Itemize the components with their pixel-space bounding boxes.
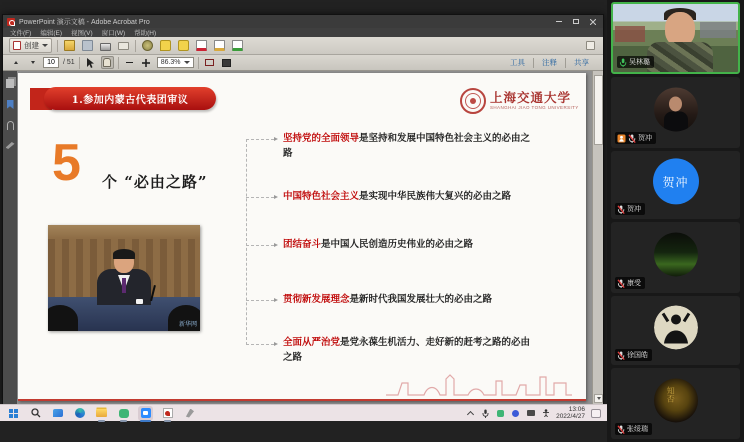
connector-line [246, 344, 274, 345]
bullet-rest: 是实现中华民族伟大复兴的必由之路 [359, 191, 512, 202]
right-tab-strip [502, 57, 597, 68]
video-background [700, 22, 736, 38]
xi-meeting-photo [48, 225, 200, 331]
menu-help[interactable]: 帮助(H) [134, 30, 157, 37]
microphone-icon [482, 409, 489, 418]
settings-button[interactable] [141, 39, 154, 52]
mic-muted-icon [617, 279, 625, 288]
participant-name-label [615, 423, 652, 435]
attachments-icon[interactable] [7, 121, 14, 130]
avatar [654, 232, 698, 276]
system-tray [466, 406, 601, 421]
meeting-app-icon [141, 408, 151, 418]
menu-file[interactable]: 文件(F) [10, 30, 32, 37]
tray-accessibility[interactable] [541, 409, 550, 418]
clock-date: 2022/4/27 [556, 413, 585, 420]
photo-ceiling [48, 225, 200, 239]
participant-name-label [617, 56, 654, 68]
bullet-lead: 坚持党的全面领导 [283, 133, 360, 144]
printer-icon [100, 43, 111, 51]
minimize-button[interactable] [552, 17, 565, 26]
arrow-up-icon [14, 61, 18, 64]
widgets-icon [53, 409, 63, 417]
menu-bar [3, 28, 603, 37]
hand-tool-button[interactable] [101, 56, 114, 69]
bullet-rest: 是坚持和发展中国特色社会主义的必由之路 [283, 133, 531, 159]
bullet-item-3 [283, 238, 539, 253]
participant-name: 张绥瑞 [627, 426, 648, 433]
tray-app-dark[interactable] [526, 409, 535, 418]
minus-icon [126, 62, 133, 64]
avatar [654, 87, 698, 131]
participant-name-label [615, 277, 645, 289]
title-bar[interactable] [3, 15, 603, 28]
avatar-calligraphy: 知否 [666, 385, 676, 402]
pencil-icon [586, 41, 595, 50]
chevron-down-icon [42, 44, 48, 47]
arrow-down-icon [597, 397, 601, 400]
participant-name-label [615, 349, 652, 361]
participant-video-tile[interactable] [611, 296, 740, 365]
big-number: 5 [52, 134, 81, 192]
tray-microphone[interactable] [481, 409, 490, 418]
zoom-level-value: 86.3% [160, 59, 181, 66]
select-tool-button[interactable] [84, 56, 97, 69]
acrobat-icon [7, 18, 15, 26]
page-thumbnails-icon[interactable] [6, 79, 14, 88]
participant-name-label [615, 132, 656, 144]
signature-icon[interactable] [6, 142, 15, 149]
person-icon [542, 409, 550, 417]
participants-sidebar [607, 0, 744, 442]
connector-line [246, 300, 274, 301]
tab-comment[interactable]: 注释 [542, 58, 557, 67]
comment-button[interactable] [159, 39, 172, 52]
start-button[interactable] [6, 406, 21, 421]
bullet-lead: 全面从严治党 [283, 337, 341, 348]
export-pdf-button[interactable] [195, 39, 208, 52]
connector-line [246, 245, 274, 246]
fullscreen-button[interactable] [220, 56, 233, 69]
big-number-label: 个 “必由之路” [102, 173, 208, 191]
mic-muted-icon [617, 425, 625, 434]
tab-tools[interactable]: 工具 [510, 58, 525, 67]
menu-edit[interactable]: 编辑(E) [40, 30, 62, 37]
toolbar-separator [79, 57, 80, 69]
doc-red-icon [196, 40, 207, 51]
tab-share[interactable]: 共享 [574, 58, 589, 67]
cursor-arrow-icon [86, 58, 94, 68]
avatar-initials: 贺冲 [653, 158, 699, 204]
sjtu-name-en: SHANGHAI JIAO TONG UNIVERSITY [490, 105, 579, 110]
toolbar-separator [118, 57, 119, 69]
edge-icon [75, 408, 85, 418]
hand-tool-icon [103, 58, 111, 67]
wps-button[interactable] [182, 406, 197, 421]
participant-video-tile[interactable] [611, 222, 740, 293]
tray-wechat[interactable] [496, 409, 505, 418]
connector-line [246, 139, 274, 140]
participant-video-tile[interactable] [611, 368, 740, 439]
connector-line [246, 197, 274, 198]
skyline-artwork [384, 371, 574, 397]
mic-muted-icon [617, 205, 625, 214]
create-form-button[interactable] [213, 39, 226, 52]
search-icon [31, 408, 41, 418]
bullet-lead: 团结奋斗 [283, 239, 322, 250]
search-button[interactable] [28, 406, 43, 421]
print-button[interactable] [99, 39, 112, 52]
photo-figure-hair [113, 249, 135, 259]
hand-raised-icon [617, 134, 626, 143]
wechat-button[interactable] [116, 406, 131, 421]
navigation-pane-strip [3, 71, 17, 405]
folder-icon [96, 409, 107, 417]
participant-name: 康受 [627, 280, 641, 287]
zoom-level-dropdown[interactable] [157, 57, 194, 68]
photo-figure-tie [122, 278, 126, 293]
fullscreen-icon [222, 59, 231, 67]
maximize-icon [573, 19, 579, 24]
feather-icon [185, 409, 194, 418]
page-total: / 51 [63, 59, 75, 66]
bullet-rest: 是党永葆生机活力、走好新的赶考之路的必由之路 [283, 337, 531, 363]
windows-taskbar [0, 404, 607, 421]
participant-video-tile[interactable] [611, 151, 740, 219]
bookmarks-icon[interactable] [7, 100, 14, 109]
edge-browser-button[interactable] [72, 406, 87, 421]
review-button[interactable] [177, 39, 190, 52]
create-label: 创建 [24, 41, 39, 50]
chevron-down-icon [184, 61, 190, 64]
bullet-item-1 [283, 132, 539, 161]
bullet-rest: 是中国人民创造历史伟业的必由之路 [321, 239, 474, 250]
doc-yellow-icon [214, 40, 225, 51]
participant-body [647, 42, 713, 74]
participant-video-tile[interactable] [611, 77, 740, 148]
save-button[interactable] [81, 39, 94, 52]
participant-name: 徐国皓 [627, 352, 648, 359]
save-icon [82, 40, 93, 51]
close-icon [590, 19, 596, 25]
envelope-icon [118, 42, 129, 50]
tray-expand-button[interactable] [466, 409, 475, 418]
bullet-rest: 是新时代我国发展壮大的必由之路 [349, 294, 493, 305]
sjtu-name-cn: 上海交通大学 [490, 89, 572, 105]
open-folder-icon [64, 40, 75, 51]
wechat-icon [497, 410, 504, 417]
slide-title-badge: 1.参加内蒙古代表团审议 [44, 87, 216, 110]
participant-face [665, 12, 695, 46]
avatar-face [669, 96, 682, 111]
chevron-up-icon [467, 410, 474, 417]
fit-width-icon [205, 59, 214, 66]
gear-icon [142, 40, 153, 51]
file-explorer-button[interactable] [94, 406, 109, 421]
photo-teacup [136, 299, 143, 304]
menu-window[interactable]: 窗口(W) [101, 30, 126, 37]
arrow-down-icon [31, 61, 35, 64]
menu-view[interactable]: 视图(V) [70, 30, 93, 37]
document-area [3, 71, 603, 405]
participant-name: 贺冲 [627, 206, 641, 213]
bullet-item-2 [283, 190, 539, 205]
participant-name: 贺冲 [638, 135, 652, 142]
bullet-item-5 [283, 336, 539, 365]
main-toolbar [3, 37, 603, 55]
create-button[interactable] [9, 38, 52, 53]
previous-page-button[interactable] [9, 56, 22, 69]
toolbar-separator [135, 40, 136, 52]
scrollbar-thumb[interactable] [594, 75, 603, 145]
doc-green-icon [232, 40, 243, 51]
mic-muted-icon [617, 351, 625, 360]
clock-time: 13:06 [568, 405, 585, 413]
maximize-button[interactable] [569, 17, 582, 26]
speech-bubble-pen-icon [178, 40, 189, 51]
create-doc-icon [13, 41, 21, 50]
next-page-button[interactable] [26, 56, 39, 69]
bullet-item-4 [283, 293, 539, 308]
show-desktop-button[interactable] [591, 409, 601, 418]
wechat-icon [119, 409, 129, 418]
window-title: PowerPoint 演示文稿 - Adobe Acrobat Pro [19, 18, 150, 26]
dark-app-icon [527, 410, 535, 416]
avatar [654, 305, 698, 349]
video-background [615, 26, 645, 42]
taskbar-clock[interactable] [556, 406, 585, 421]
widgets-button[interactable] [50, 406, 65, 421]
bullet-lead: 贯彻新发展理念 [283, 294, 350, 305]
mic-on-icon [619, 58, 627, 67]
silhouette-avatar-icon [654, 305, 698, 349]
export-office-button[interactable] [231, 39, 244, 52]
sjtu-seal-icon [460, 88, 486, 114]
zoom-in-button[interactable] [140, 56, 153, 69]
meeting-app-button[interactable] [138, 406, 153, 421]
mic-muted-icon [628, 134, 636, 143]
close-button[interactable] [586, 17, 599, 26]
acrobat-icon [163, 408, 173, 418]
sjtu-logo-text [490, 89, 579, 111]
university-logo [460, 85, 584, 117]
bullet-lead: 中国特色社会主义 [283, 191, 360, 202]
plus-icon [142, 59, 150, 67]
customize-toolbar-button[interactable] [584, 39, 597, 52]
email-button[interactable] [117, 39, 130, 52]
fit-width-button[interactable] [203, 56, 216, 69]
navigation-toolbar [3, 55, 603, 71]
tray-teams[interactable] [511, 409, 520, 418]
blue-app-icon [512, 410, 519, 417]
bracket-vertical-line [246, 139, 247, 345]
avatar-body [664, 111, 688, 131]
slide-page [18, 73, 586, 401]
scrollbar-down-button[interactable] [594, 394, 603, 403]
zoom-out-button[interactable] [123, 56, 136, 69]
toolbar-separator [57, 40, 58, 52]
vertical-scrollbar[interactable] [592, 71, 603, 405]
minimize-icon [556, 21, 562, 22]
open-file-button[interactable] [63, 39, 76, 52]
participant-video-tile[interactable] [611, 2, 740, 74]
participant-name-label [615, 203, 645, 215]
avatar [654, 378, 698, 422]
slide-bottom-rule [18, 399, 586, 401]
windows-logo-icon [9, 409, 18, 418]
participant-name: 吴林璐 [629, 59, 650, 66]
acrobat-taskbar-button[interactable] [160, 406, 175, 421]
photo-watermark: 新华网 [178, 322, 197, 328]
page-number-input[interactable] [43, 57, 59, 68]
acrobat-window [2, 14, 604, 404]
toolbar-separator [198, 57, 199, 69]
speech-bubble-icon [160, 40, 171, 51]
